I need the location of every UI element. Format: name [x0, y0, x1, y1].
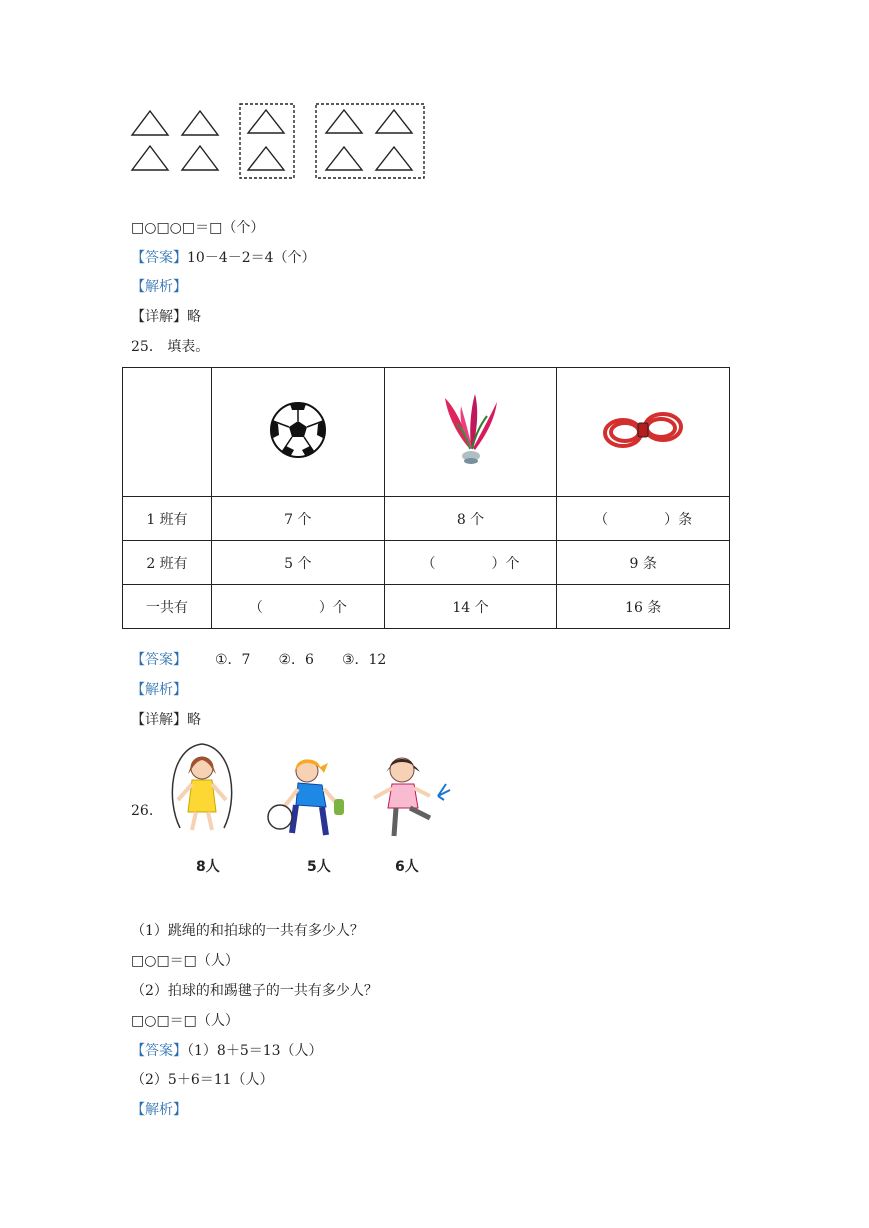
triangle [248, 147, 284, 170]
triangle [326, 147, 362, 170]
answer-text: 10－4－2＝4（个） [187, 250, 316, 266]
q26-template-2: □○□＝□（人） [131, 1013, 239, 1029]
ball-bouncing-girl-illustration [262, 755, 352, 845]
q24-detail [131, 308, 201, 326]
triangle [132, 146, 168, 170]
dashed-box-1 [240, 104, 294, 178]
q26-answer [131, 1042, 323, 1060]
q25-title: 25． 填表。 [131, 339, 210, 355]
table-row [123, 497, 730, 541]
caption-ball: 5人 [307, 859, 331, 875]
triangle [376, 110, 412, 133]
q26-number: 26. [131, 803, 154, 819]
soccer-ball-cell [212, 368, 385, 497]
table-row [123, 585, 730, 629]
jump-rope-girl-illustration [162, 740, 242, 840]
table-cell: 16 条 [557, 585, 730, 629]
table-cell: 7 个 [212, 497, 385, 541]
fill-table [122, 367, 730, 629]
shuttlecock-cell [384, 368, 557, 497]
answer-label: 【答案】 [131, 1043, 187, 1059]
caption-jump-rope: 8人 [196, 859, 220, 875]
triangle-figure [126, 100, 432, 184]
table-blank-cell: （ ）条 [557, 497, 730, 541]
detail-text: 略 [187, 309, 201, 325]
triangle [326, 110, 362, 133]
answer-label: 【答案】 [131, 250, 187, 266]
answer-label: 【答案】 [131, 652, 187, 668]
table-blank-cell: （ ）个 [212, 585, 385, 629]
table-cell: 9 条 [557, 541, 730, 585]
table-row [123, 541, 730, 585]
q26-sub-question-1: （1）跳绳的和拍球的一共有多少人？ [131, 923, 364, 939]
detail-label: 【详解】 [131, 712, 187, 728]
q26-template-1: □○□＝□（人） [131, 953, 239, 969]
q26-analysis-label: 【解析】 [131, 1102, 187, 1118]
soccer-ball-icon [268, 400, 328, 460]
q25-analysis-label: 【解析】 [131, 682, 187, 698]
q25-detail [131, 711, 201, 729]
row-label: 2 班有 [123, 541, 212, 585]
table-blank-cell: （ ）个 [384, 541, 557, 585]
q24-analysis-label: 【解析】 [131, 279, 187, 295]
answer-text: （1）8＋5＝13（人） [187, 1043, 323, 1059]
jump-rope-icon [601, 405, 685, 455]
q24-equation-template: □○□○□＝□（个） [131, 220, 265, 236]
q25-answer [131, 651, 386, 669]
row-label: 1 班有 [123, 497, 212, 541]
shuttlecock-kicking-girl-illustration [360, 752, 460, 844]
detail-label: 【详解】 [131, 309, 187, 325]
table-header-row [123, 368, 730, 497]
triangle [182, 146, 218, 170]
table-corner-cell [123, 368, 212, 497]
q24-answer [131, 249, 316, 267]
q26-sub-question-2: （2）拍球的和踢毽子的一共有多少人？ [131, 983, 378, 999]
dashed-box-2 [316, 104, 424, 178]
triangle [132, 111, 168, 135]
caption-shuttlecock: 6人 [395, 859, 419, 875]
table-cell: 8 个 [384, 497, 557, 541]
jump-rope-cell [557, 368, 730, 497]
q26-answer-2: （2）5＋6＝11（人） [131, 1072, 274, 1088]
answer-item: ③．12 [341, 652, 387, 668]
triangle [248, 110, 284, 133]
answer-item: ②．6 [278, 652, 314, 668]
table-cell: 14 个 [384, 585, 557, 629]
answer-item: ①．7 [215, 652, 251, 668]
table-cell: 5 个 [212, 541, 385, 585]
shuttlecock-icon [441, 392, 501, 468]
row-label: 一共有 [123, 585, 212, 629]
triangle [182, 111, 218, 135]
detail-text: 略 [187, 712, 201, 728]
triangle [376, 147, 412, 170]
